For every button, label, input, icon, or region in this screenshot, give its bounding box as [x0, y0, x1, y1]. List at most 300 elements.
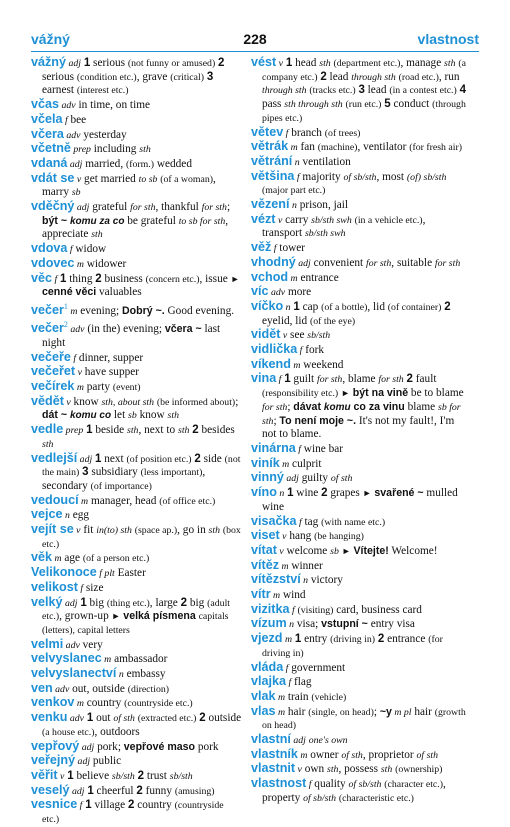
- dictionary-entry: [31, 784, 242, 799]
- grammar-label: f: [271, 243, 277, 255]
- translation-text: yesterday: [80, 128, 127, 141]
- sense-number: 2: [320, 70, 327, 83]
- headword: vhodný: [251, 254, 296, 269]
- translation-text: , suitable: [391, 256, 435, 269]
- headword: večer: [31, 302, 64, 317]
- translation-text: more: [285, 286, 312, 299]
- headword: Velikonoce: [31, 565, 97, 580]
- dictionary-entry: [31, 365, 242, 380]
- gloss-note: (in a contest etc.): [389, 85, 457, 97]
- italic-object: sth: [208, 525, 220, 537]
- arrow-marker: ►: [230, 273, 240, 284]
- headword: vézt: [251, 211, 276, 226]
- headword: větev: [251, 124, 284, 139]
- dictionary-entry: [251, 617, 467, 632]
- dictionary-entry: [251, 588, 467, 603]
- headword: vízum: [251, 616, 287, 631]
- sense-number: 1: [287, 487, 294, 500]
- translation-text: welcome: [283, 544, 331, 557]
- example-phrase: vepřové maso: [123, 740, 196, 753]
- translation-text: Welcome!: [388, 544, 438, 557]
- translation-text: pork: [195, 740, 219, 753]
- translation-text: convenient: [310, 256, 366, 269]
- dictionary-entry: [251, 529, 467, 544]
- sense-number: 2: [137, 769, 145, 782]
- dictionary-entry: [31, 395, 242, 423]
- grammar-label: f: [283, 662, 289, 674]
- gloss-note: (of a bottle): [321, 301, 368, 313]
- dictionary-entry: [251, 675, 467, 690]
- italic-object: sb: [330, 545, 339, 557]
- translation-text: out: [93, 712, 114, 725]
- dictionary-entry: [251, 241, 467, 256]
- translation-text: guilt: [290, 373, 317, 386]
- gloss-note: (of the eye): [310, 315, 356, 327]
- grammar-label: f: [297, 345, 303, 357]
- italic-object: sth: [319, 58, 331, 69]
- italic-object: sb/sth: [307, 330, 331, 342]
- dictionary-entry: [31, 423, 242, 451]
- translation-text: , property: [262, 778, 446, 804]
- headword: víčko: [251, 298, 284, 313]
- translation-text: married,: [82, 157, 126, 170]
- translation-text: country: [83, 697, 125, 710]
- grammar-label: adj: [62, 597, 78, 609]
- dictionary-entry: [251, 198, 467, 213]
- translation-text: pass: [262, 98, 285, 111]
- translation-text: have supper: [81, 366, 140, 379]
- grammar-label: adj: [283, 473, 299, 485]
- grammar-label: m: [275, 691, 286, 703]
- dictionary-entry: [251, 343, 467, 358]
- translation-text: tag: [301, 515, 322, 528]
- right-column: [251, 56, 467, 806]
- gloss-note: (in a vehicle etc.): [354, 214, 423, 226]
- translation-text: wine bar: [300, 442, 344, 455]
- italic-object: of sth: [113, 713, 135, 725]
- translation-text: prison, jail: [296, 199, 349, 212]
- translation-text: cheerful: [93, 784, 137, 797]
- gloss-note: (run etc.): [345, 99, 382, 111]
- translation-text: big: [187, 596, 208, 609]
- dictionary-entry: [251, 544, 467, 559]
- translation-text: , marry: [42, 172, 216, 199]
- translation-text: let: [111, 409, 129, 422]
- gloss-note: (of container): [387, 301, 442, 313]
- grammar-label: m pl: [391, 706, 412, 718]
- grammar-label: f: [306, 779, 312, 791]
- sense-number: 1: [86, 424, 93, 437]
- dictionary-entry: [31, 682, 242, 697]
- translation-text: mulled wine: [262, 487, 458, 513]
- grammar-label: f: [52, 273, 58, 285]
- headword: velký: [31, 594, 63, 609]
- translation-text: public: [90, 755, 122, 768]
- dictionary-entry: [31, 711, 242, 739]
- example-phrase: co za vinu: [350, 400, 405, 413]
- dictionary-entry: [31, 696, 242, 711]
- translation-text: entrance: [297, 271, 339, 284]
- grammar-label: f: [276, 374, 282, 386]
- translation-text: age: [61, 552, 83, 565]
- translation-text: culprit: [289, 457, 322, 470]
- grammar-label: m: [297, 749, 308, 761]
- gloss-note: (concern etc.): [145, 273, 200, 285]
- italic-object: sth: [91, 229, 103, 241]
- headword: visačka: [251, 513, 297, 528]
- translation-text: last night: [42, 323, 221, 349]
- gloss-note: (of a woman): [160, 173, 214, 185]
- grammar-label: n: [286, 619, 295, 631]
- headword: viník: [251, 455, 280, 470]
- grammar-label: adj: [66, 58, 81, 69]
- gloss-note: (be informed about): [156, 396, 236, 408]
- headword: vejce: [31, 507, 63, 522]
- last-guide-word: vlastnost: [417, 31, 479, 47]
- translation-text: funny: [142, 784, 175, 797]
- italic-object: for sth: [130, 202, 156, 214]
- dictionary-entry: [251, 762, 467, 777]
- italic-object: through sth: [262, 85, 307, 97]
- translation-text: flag: [291, 676, 312, 689]
- gloss-note: (interest etc.): [76, 85, 129, 97]
- headword: velikost: [31, 579, 78, 594]
- italic-object: sth through sth: [284, 99, 343, 111]
- translation-text: hair: [411, 705, 435, 718]
- translation-text: beside: [92, 424, 128, 437]
- header-rule: [31, 51, 479, 52]
- headword: vedoucí: [31, 492, 79, 507]
- headword: vinný: [251, 470, 284, 485]
- grammar-label: n: [62, 510, 70, 522]
- dictionary-entry: [31, 667, 242, 682]
- italic-object: for sth: [201, 202, 227, 214]
- headword: večeře: [31, 349, 71, 364]
- italic-object: sth: [139, 144, 151, 156]
- example-phrase: ~y: [379, 705, 392, 718]
- italic-object: for sth: [434, 257, 461, 269]
- headword: vdát se: [31, 170, 75, 185]
- gloss-note: (of office etc.): [159, 495, 216, 507]
- gloss-note: (extracted etc.): [137, 713, 197, 725]
- headword: vlastnost: [251, 776, 307, 791]
- gloss-note: capitals (letters), capital letters: [42, 611, 229, 636]
- dictionary-entry: [251, 559, 467, 574]
- headword: vlas: [251, 703, 276, 718]
- gloss-note: (responsibility etc.): [262, 388, 339, 400]
- sense-number: 3: [206, 70, 214, 83]
- dictionary-entry: [31, 754, 242, 769]
- dictionary-entry: [251, 56, 467, 126]
- italic-object: sb/sth swh: [304, 228, 346, 240]
- example-phrase: velká písmena: [123, 610, 196, 623]
- translation-text: ;: [235, 395, 239, 408]
- italic-object: to sb: [138, 173, 158, 185]
- headword: včera: [31, 126, 64, 141]
- italic-object: of sb/sth: [348, 779, 382, 791]
- sense-number: 2: [192, 424, 199, 437]
- translation-text: , outdoors: [94, 725, 140, 738]
- headword: večírek: [31, 379, 75, 393]
- headword: vesnice: [31, 797, 78, 812]
- gloss-note: (road etc.): [398, 71, 439, 83]
- translation-text: , grave: [136, 70, 171, 83]
- headword: věc: [31, 270, 53, 285]
- dictionary-entry: [251, 777, 467, 805]
- grammar-label: v: [75, 367, 82, 379]
- sense-number: 3: [82, 466, 89, 479]
- sense-number: 2: [218, 57, 225, 69]
- headword: vlastník: [251, 746, 298, 761]
- translation-text: in time, on time: [75, 99, 151, 112]
- gloss-note: (not the main): [42, 453, 241, 479]
- grammar-label: f: [294, 171, 300, 183]
- translation-text: dinner, supper: [76, 351, 144, 364]
- headword: vězení: [251, 197, 290, 212]
- sense-number: 1: [80, 596, 87, 609]
- dictionary-entry: [251, 285, 467, 300]
- dictionary-entry: [31, 508, 242, 523]
- translation-text: big: [86, 596, 107, 609]
- grammar-label: f: [62, 114, 68, 126]
- headword: viset: [251, 528, 280, 543]
- sense-number: 4: [459, 84, 467, 97]
- translation-text: , proprietor: [362, 748, 417, 761]
- gloss-note: (critical): [170, 71, 204, 83]
- sense-number: 1: [294, 633, 302, 646]
- translation-text: know: [136, 409, 168, 422]
- grammar-label: adv: [59, 100, 76, 112]
- grammar-label: v: [276, 58, 284, 69]
- gloss-note: (direction): [127, 683, 170, 695]
- grammar-label: m: [67, 305, 78, 317]
- gloss-note: (of position etc.): [126, 453, 192, 465]
- dictionary-entry: [31, 272, 242, 300]
- gloss-note: (tracks etc.): [309, 85, 356, 97]
- translation-text: outside: [205, 712, 242, 725]
- sense-number: 2: [180, 596, 188, 609]
- dictionary-entry: [31, 56, 242, 98]
- headword: vítěz: [251, 557, 279, 572]
- dictionary-entry: [31, 596, 242, 638]
- translation-text: owner: [307, 748, 342, 761]
- gloss-note: (ownership): [395, 764, 443, 776]
- grammar-label: f: [70, 352, 77, 364]
- translation-text: thing: [66, 272, 96, 285]
- headword: vdova: [31, 241, 68, 256]
- italic-object: sth: [444, 58, 456, 69]
- italic-object: of sth: [416, 749, 439, 761]
- translation-text: guilty: [298, 472, 331, 485]
- gloss-note: (adult etc.): [42, 597, 231, 623]
- translation-text: hang: [286, 530, 315, 543]
- gloss-note: (amusing): [174, 785, 215, 797]
- gloss-note: (of importance): [90, 480, 152, 492]
- dictionary-entry: [251, 457, 467, 472]
- gloss-note: (with name etc.): [321, 516, 386, 528]
- headword: vedlejší: [31, 450, 78, 465]
- dictionary-entry: [251, 372, 467, 442]
- translation-text: ;: [273, 414, 280, 427]
- grammar-label: adj: [79, 741, 95, 753]
- headword: velvyslanec: [31, 651, 102, 666]
- headword: věřit: [31, 767, 58, 782]
- italic-object: of sb/sth: [303, 792, 337, 804]
- translation-text: , transport: [262, 213, 426, 240]
- dictionary-entry: [31, 798, 242, 826]
- dictionary-entry: [251, 328, 467, 343]
- translation-text: ;: [373, 705, 380, 718]
- example-phrase: Vítejte!: [353, 544, 389, 557]
- translation-text: village: [91, 799, 129, 812]
- example-phrase: dávat: [293, 400, 324, 413]
- grammar-label: adv: [63, 129, 81, 141]
- translation-text: eyelid, lid: [262, 314, 311, 327]
- translation-text: entrance: [384, 633, 429, 646]
- headword: většina: [251, 168, 295, 183]
- sense-number: 1: [87, 784, 94, 797]
- translation-text: be to blame: [408, 387, 464, 400]
- dictionary-entry: [31, 638, 242, 653]
- translation-text: widow: [72, 243, 107, 256]
- headword: veřejný: [31, 753, 76, 768]
- italic-object: sb/sth swh: [311, 214, 352, 226]
- gloss-note: (machine): [317, 142, 358, 154]
- translation-text: wine: [293, 487, 322, 500]
- grammar-label: n: [276, 488, 285, 500]
- arrow-marker: ►: [111, 611, 121, 622]
- translation-text: serious: [90, 57, 128, 69]
- translation-text: , run: [438, 70, 460, 83]
- example-italic: komu za co: [69, 215, 125, 227]
- headword: vjezd: [251, 631, 283, 646]
- headword: velmi: [31, 636, 64, 651]
- translation-text: be grateful: [124, 214, 179, 227]
- dictionary-entry: [251, 256, 467, 271]
- headword: vejít se: [31, 522, 74, 537]
- grammar-label: f: [289, 604, 295, 616]
- grammar-label: m: [290, 359, 301, 371]
- grammar-label: v: [73, 525, 81, 537]
- grammar-label: f: [77, 800, 83, 812]
- dictionary-entry: [251, 661, 467, 676]
- gloss-note: (of a person etc.): [82, 553, 150, 565]
- headword: větrání: [251, 153, 293, 168]
- translation-text: , large: [149, 596, 181, 609]
- translation-text: It's not my fault!, I'm not to blame.: [262, 414, 455, 441]
- gloss-note: (vehicle): [311, 691, 347, 703]
- dictionary-entry: [251, 271, 467, 286]
- gloss-note: (condition etc.): [76, 71, 137, 83]
- headword: vědět: [31, 393, 64, 408]
- example-phrase: vstupní ~: [321, 618, 368, 631]
- gloss-note: (for driving in): [262, 634, 443, 659]
- grammar-label: m: [74, 382, 84, 393]
- translation-text: wedded: [154, 157, 192, 170]
- grammar-label: n: [300, 575, 309, 587]
- gloss-note: (less important): [140, 467, 203, 479]
- homograph-number: 2: [63, 320, 68, 330]
- translation-text: grateful: [89, 201, 131, 214]
- translation-text: , go in: [177, 524, 209, 537]
- italic-object: of sb/sth: [343, 171, 377, 183]
- grammar-label: m: [279, 458, 290, 470]
- example-phrase: cenné věci: [42, 286, 97, 299]
- headword: vinárna: [251, 440, 296, 455]
- italic-object: sb/sth: [169, 770, 193, 782]
- gloss-note: (department etc.): [333, 58, 401, 69]
- italic-object: sth: [127, 425, 139, 437]
- dictionary-entry: [31, 551, 242, 566]
- translation-text: country: [134, 799, 175, 812]
- headword: věk: [31, 550, 53, 565]
- grammar-label: f: [283, 127, 289, 139]
- grammar-label: m: [52, 553, 62, 565]
- translation-text: head: [292, 57, 320, 69]
- dictionary-entry: [31, 128, 242, 143]
- italic-object: through sth: [351, 71, 396, 83]
- grammar-label: m: [74, 698, 84, 710]
- translation-text: winner: [288, 559, 323, 572]
- grammar-label: adv: [67, 713, 85, 725]
- headword: vlak: [251, 688, 276, 703]
- italic-object: sth: [42, 438, 54, 450]
- headword: včetně: [31, 141, 71, 156]
- translation-text: conduct: [390, 98, 433, 111]
- translation-text: government: [288, 661, 346, 674]
- dictionary-entry: [31, 566, 242, 581]
- dictionary-entry: [251, 733, 467, 748]
- headword: ven: [31, 680, 53, 695]
- sense-number: 1: [67, 769, 74, 782]
- grammar-label: v: [63, 396, 71, 408]
- grammar-label: m: [279, 560, 289, 572]
- translation-text: manager, head: [88, 494, 160, 507]
- grammar-label: m: [275, 706, 286, 718]
- headword: vidlička: [251, 342, 298, 357]
- gloss-note: (form.): [125, 158, 155, 170]
- headword: vděčný: [31, 199, 75, 214]
- dictionary-entry: [251, 690, 467, 705]
- grammar-label: adj: [67, 158, 83, 170]
- grammar-label: adv: [268, 287, 286, 299]
- headword: večer: [31, 321, 64, 336]
- translation-text: besides: [198, 424, 235, 437]
- sense-number: 2: [194, 452, 201, 465]
- headword: víkend: [251, 356, 291, 371]
- translation-text: Good evening.: [164, 304, 235, 317]
- gloss-note: (for fresh air): [409, 142, 462, 154]
- translation-text: train: [285, 690, 312, 703]
- gloss-note: (character etc.): [384, 779, 443, 791]
- italic-object: sb/sth: [111, 770, 135, 782]
- translation-text: pork;: [94, 740, 124, 753]
- grammar-label: prep: [63, 425, 84, 437]
- headword: vlajka: [251, 674, 287, 689]
- grammar-label: adj: [290, 735, 306, 747]
- headword: večeřet: [31, 364, 76, 379]
- translation-text: majority: [299, 170, 344, 183]
- translation-text: , issue: [199, 272, 231, 285]
- translation-text: ambassador: [111, 653, 168, 666]
- translation-text: , lid: [367, 300, 388, 313]
- headword: vina: [251, 371, 277, 386]
- gloss-note: (countryside etc.): [42, 800, 224, 826]
- translation-text: side: [200, 452, 225, 465]
- sense-number: 1: [86, 712, 94, 725]
- gloss-note: (a company etc.): [262, 58, 466, 83]
- italic-object: sth: [167, 410, 179, 422]
